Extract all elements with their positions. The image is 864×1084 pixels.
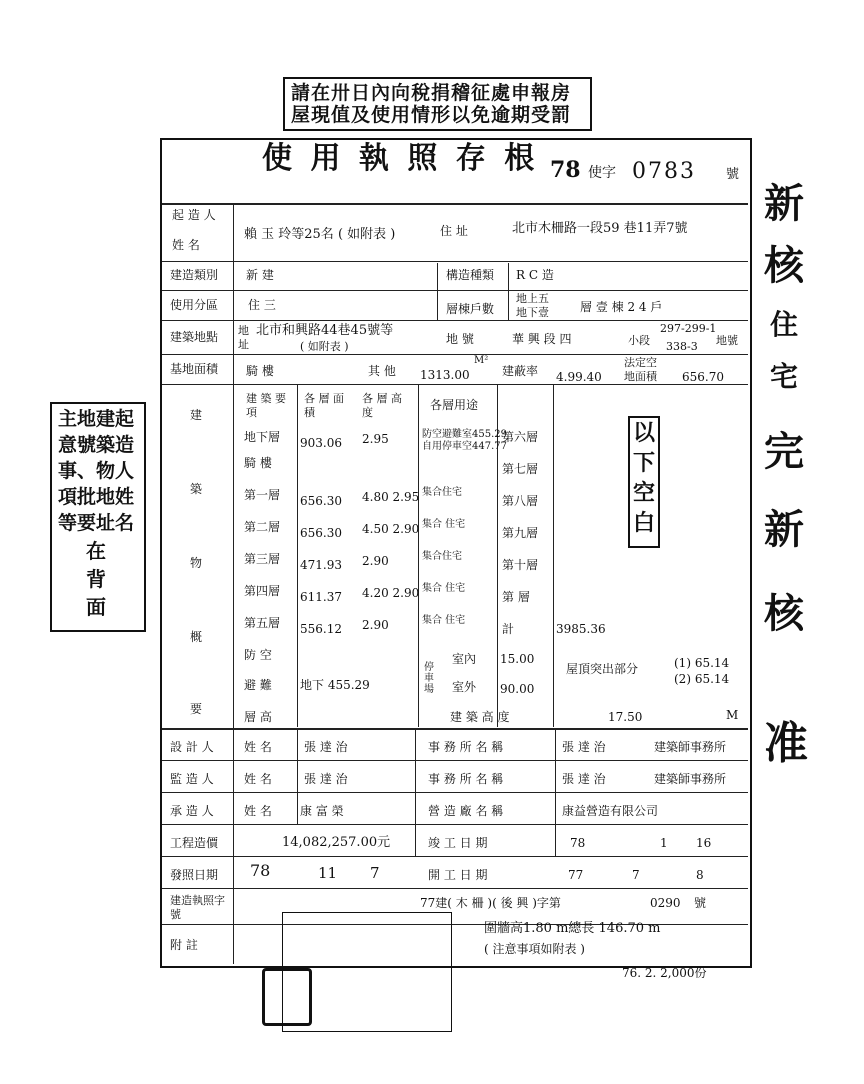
coverage-value: 4.99.40 — [556, 370, 602, 384]
start-day: 8 — [696, 868, 704, 882]
floor-use: 防空避難室455.29 — [422, 429, 507, 440]
site-address: 北市和興路44巷45號等 — [256, 323, 394, 338]
floor-height: 2.90 — [362, 618, 389, 632]
blank-char-4: 白 — [633, 511, 656, 536]
floor-name-right: 第九層 — [502, 526, 539, 540]
roof-value-2: (2) 65.14 — [674, 672, 730, 686]
side-notice-line-6: 在 — [86, 539, 106, 563]
form-title: 使 用 執 照 存 根 — [262, 141, 539, 176]
floor-area: 656.30 — [300, 526, 342, 540]
legal-space-value: 656.70 — [682, 370, 724, 384]
issue-day: 7 — [370, 864, 380, 882]
builder-company-label: 營 造 廠 名 稱 — [428, 804, 504, 818]
build-type-label: 建造類別 — [170, 268, 219, 282]
floor-use: 集合 住宅 — [422, 583, 466, 594]
parking-in-value: 15.00 — [500, 652, 535, 666]
lot-small: 小段 — [628, 334, 650, 347]
floor-use: 集合住宅 — [422, 551, 462, 562]
side-label-4: 概 — [190, 630, 203, 644]
floor-name: 第四層 — [244, 584, 281, 598]
side-label-3: 物 — [190, 556, 203, 570]
owner-address: 北市木柵路一段59 巷11弄7號 — [512, 221, 688, 236]
lot-numbers: 297-299-1 — [660, 322, 717, 335]
right-hand-3: 住 — [770, 308, 799, 341]
side-notice-line-7: 背 — [86, 567, 106, 591]
permit-prefix: 使字 — [588, 165, 616, 181]
site-label: 建築地點 — [170, 330, 219, 344]
permit-value: 77建( 木 柵 )( 後 興 )字第 — [420, 896, 561, 910]
note-label: 附 註 — [170, 938, 198, 952]
blank-char-2: 下 — [633, 451, 656, 476]
owner-label-1: 起 造 人 — [172, 208, 216, 222]
side-notice-line-8: 面 — [86, 595, 106, 619]
floor-use-2: 自用停車空447.77 — [422, 441, 507, 452]
builder-company: 康益營造有限公司 — [562, 804, 659, 818]
floor-area: 471.93 — [300, 558, 342, 572]
site-addr-label-2: 址 — [238, 338, 249, 351]
note-line-2: ( 注意事項如附表 ) — [484, 942, 585, 956]
coverage-label: 建蔽率 — [502, 364, 539, 378]
floor-height: 2.95 — [362, 432, 389, 446]
parking-in-label: 室內 — [452, 652, 477, 666]
designer-office: 張 達 治 — [562, 740, 606, 754]
area-other: 其 他 — [368, 364, 396, 378]
issue-month: 11 — [318, 864, 338, 882]
supervisor-office-suffix: 建築師事務所 — [654, 772, 727, 786]
roof-value-1: (1) 65.14 — [674, 656, 730, 670]
zone-value: 住 三 — [248, 298, 276, 312]
shelter-label-2: 避 難 — [244, 678, 272, 692]
floor-name-right: 第 層 — [502, 590, 530, 604]
area-arcade: 騎 樓 — [246, 364, 274, 378]
side-notice-stamp — [50, 402, 146, 632]
note-line-1: 圍牆高1.80 m總長 146.70 m — [484, 921, 661, 936]
builder-label: 承 造 人 — [170, 804, 214, 818]
floor-area: 611.37 — [300, 590, 342, 604]
cost-label: 工程造價 — [170, 836, 219, 850]
parking-label: 停 車 場 — [424, 662, 434, 695]
area-unit: M² — [474, 355, 489, 366]
cost-value: 14,082,257.00元 — [282, 835, 391, 850]
floors-below: 地下壹 — [516, 306, 549, 319]
floor-name-right: 第八層 — [502, 494, 539, 508]
start-label: 開 工 日 期 — [428, 868, 488, 882]
seal-stamp — [262, 968, 312, 1026]
owner-address-label: 住 址 — [440, 224, 468, 238]
owner-name: 賴 玉 玲等25名 ( 如附表 ) — [244, 227, 396, 242]
building-height-unit: M — [726, 708, 739, 722]
floor-name-right: 第六層 — [502, 430, 539, 444]
floor-name-right: 第七層 — [502, 462, 539, 476]
structure-label: 構造種類 — [446, 268, 495, 282]
owner-label-2: 姓 名 — [172, 238, 200, 252]
blank-char-3: 空 — [633, 481, 656, 506]
right-hand-6: 新 — [764, 507, 804, 553]
supervisor-office: 張 達 治 — [562, 772, 606, 786]
designer-label: 設 計 人 — [170, 740, 214, 754]
supervisor-name-label: 姓 名 — [244, 772, 272, 786]
right-hand-7: 核 — [764, 591, 804, 637]
print-run: 76. 2. 2,000份 — [622, 966, 707, 980]
permit-num: 0290 — [650, 896, 681, 910]
structure-value: R C 造 — [516, 268, 554, 282]
floors-above: 地上五 — [516, 292, 549, 305]
issue-year: 78 — [250, 861, 271, 880]
floor-area: 656.30 — [300, 494, 342, 508]
site-addr-label-1: 地 — [238, 324, 249, 337]
floor-height: 4.80 2.95 — [362, 490, 420, 504]
floor-height: 2.90 — [362, 554, 389, 568]
right-hand-4: 宅 — [770, 360, 799, 393]
floor-use: 集合住宅 — [422, 487, 462, 498]
permit-label: 建造執照字號 — [170, 894, 225, 921]
building-height-label: 建 築 高 度 — [450, 710, 510, 724]
issue-label: 發照日期 — [170, 868, 219, 882]
completion-year: 78 — [570, 836, 586, 850]
supervisor-office-label: 事 務 所 名 稱 — [428, 772, 504, 786]
floor-name: 第五層 — [244, 616, 281, 630]
permit-num-suffix: 號 — [694, 896, 707, 910]
right-hand-8: 准 — [764, 718, 808, 769]
floor-name-right: 第十層 — [502, 558, 539, 572]
permit-number: 0783 — [632, 159, 696, 184]
side-label-2: 築 — [190, 482, 203, 496]
side-label-1: 建 — [190, 408, 203, 422]
floor-name: 第三層 — [244, 552, 281, 566]
floor-area: 556.12 — [300, 622, 342, 636]
designer-name-label: 姓 名 — [244, 740, 272, 754]
floor-area: 903.06 — [300, 436, 342, 450]
builder-name: 康 富 榮 — [300, 804, 344, 818]
completion-month: 1 — [660, 836, 668, 850]
floor-name-right: 計 — [502, 622, 515, 636]
start-month: 7 — [632, 868, 640, 882]
builder-name-label: 姓 名 — [244, 804, 272, 818]
floors-label: 層棟戶數 — [446, 302, 495, 316]
supervisor-name: 張 達 治 — [304, 772, 348, 786]
lot-numbers-2: 338-3 — [666, 340, 698, 353]
parking-out-label: 室外 — [452, 680, 477, 694]
site-address-note: ( 如附表 ) — [300, 340, 349, 353]
supervisor-label: 監 造 人 — [170, 772, 214, 786]
floor-use: 集合 住宅 — [422, 519, 466, 530]
blank-char-1: 以 — [633, 421, 656, 446]
roof-label: 屋頂突出部分 — [566, 662, 639, 676]
floor-name: 地下層 — [244, 430, 281, 444]
legal-space-label: 法定空 — [624, 356, 657, 369]
shelter-value: 地下 455.29 — [300, 678, 370, 692]
right-hand-5: 完 — [764, 429, 804, 475]
side-notice-line-2: 意號築造 — [58, 434, 135, 456]
lot-section: 華 興 段 四 — [512, 332, 572, 346]
th-use: 各層用途 — [430, 398, 479, 412]
side-notice-line-3: 事、物人 — [58, 460, 135, 482]
permit-year: 78 — [550, 157, 581, 183]
floor-height: 4.50 2.90 — [362, 522, 420, 536]
tax-notice-stamp — [283, 77, 592, 131]
lot-suffix: 地號 — [716, 334, 738, 347]
designer-name: 張 達 治 — [304, 740, 348, 754]
floor-height-label: 層 高 — [244, 710, 272, 724]
lot-label: 地 號 — [446, 332, 474, 346]
shelter-label-1: 防 空 — [244, 648, 272, 662]
floor-name: 騎 樓 — [244, 456, 272, 470]
floors-text: 層 壹 棟 2 4 戶 — [580, 300, 663, 314]
tax-notice-line1: 請在卅日內向稅捐稽征處申報房 — [291, 82, 572, 104]
blank-below-stamp — [628, 416, 660, 548]
tax-notice-line2: 屋現值及使用情形以免逾期受罰 — [291, 104, 572, 126]
total-area: 3985.36 — [556, 622, 606, 636]
side-label-5: 要 — [190, 702, 203, 716]
th-item: 建 築 要 項 — [246, 392, 286, 419]
start-year: 77 — [568, 868, 584, 882]
side-notice-line-1: 主地建起 — [58, 408, 135, 430]
side-notice-line-4: 項批地姓 — [58, 486, 135, 508]
th-height: 各 層 高 度 — [362, 392, 402, 419]
floor-name: 第二層 — [244, 520, 281, 534]
completion-label: 竣 工 日 期 — [428, 836, 488, 850]
designer-office-suffix: 建築師事務所 — [654, 740, 727, 754]
legal-space-label-2: 地面積 — [624, 370, 657, 383]
parking-out-value: 90.00 — [500, 682, 535, 696]
floor-use: 集合 住宅 — [422, 615, 466, 626]
zone-label: 使用分區 — [170, 298, 219, 312]
designer-office-label: 事 務 所 名 稱 — [428, 740, 504, 754]
right-hand-2: 核 — [764, 243, 804, 289]
permit-suffix: 號 — [726, 167, 740, 182]
completion-day: 16 — [696, 836, 712, 850]
build-type-value: 新 建 — [246, 268, 274, 282]
side-notice-line-5: 等要址名 — [58, 512, 135, 534]
floor-name: 第一層 — [244, 488, 281, 502]
area-total: 1313.00 — [420, 368, 470, 382]
building-height-value: 17.50 — [608, 710, 643, 724]
th-area: 各 層 面 積 — [304, 392, 344, 419]
area-label: 基地面積 — [170, 362, 219, 376]
right-hand-1: 新 — [764, 181, 804, 227]
floor-height: 4.20 2.90 — [362, 586, 420, 600]
